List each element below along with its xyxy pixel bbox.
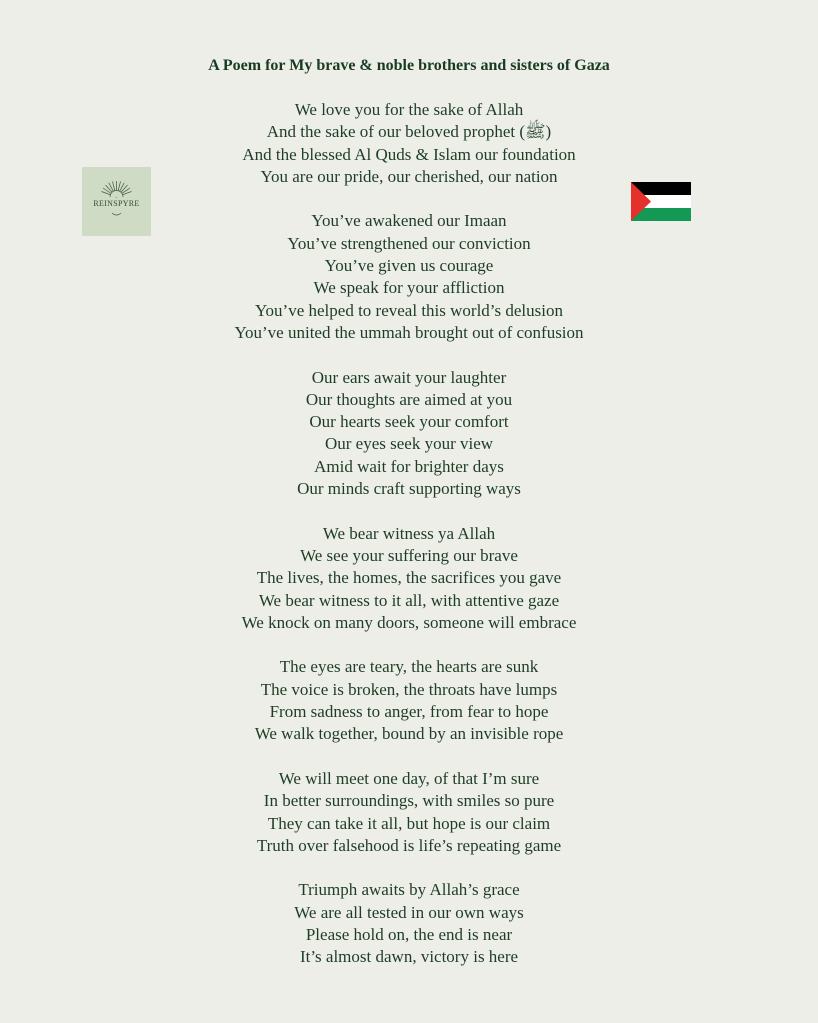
poem-line: You are our pride, our cherished, our nation <box>260 166 558 186</box>
poem-line: Our thoughts are aimed at you <box>305 389 513 409</box>
poem-line: They can take it all, but hope is our claim <box>267 813 551 833</box>
stanza <box>0 656 818 745</box>
poem-line: Truth over falsehood is life’s repeating game <box>256 835 562 855</box>
poem-title: A Poem for My brave & noble brothers and sisters of Gaza <box>208 57 610 74</box>
poem-line: Our ears await your laughter <box>311 367 507 387</box>
stanza <box>0 99 818 188</box>
poem-line: You’ve strengthened our conviction <box>287 233 531 253</box>
poem-line: Triumph awaits by Allah’s grace <box>298 880 520 900</box>
poem-line: We are all tested in our own ways <box>294 902 524 922</box>
stanza <box>0 879 818 968</box>
poem-line: We love you for the sake of Allah <box>294 100 524 119</box>
poem-line: We walk together, bound by an invisible rope <box>254 724 564 744</box>
poem-line: Our minds craft supporting ways <box>297 479 521 499</box>
poem-line: You’ve helped to reveal this world’s delusion <box>254 300 563 320</box>
poem-line: We bear witness ya Allah <box>322 523 496 543</box>
stanza <box>0 367 818 501</box>
logo-text: REINSPYRE <box>93 199 140 208</box>
poem-line: Please hold on, the end is near <box>305 924 513 944</box>
stanza <box>0 768 818 857</box>
poem-line: We see your suffering our brave <box>300 545 518 565</box>
poem-line: You’ve united the ummah brought out of confusion <box>234 322 584 342</box>
poem-line: We bear witness to it all, with attentive gaze <box>258 590 560 610</box>
poem-line: The lives, the homes, the sacrifices you gave <box>256 568 562 588</box>
poem-line: You’ve awakened our Imaan <box>311 211 507 231</box>
poem-line: In better surroundings, with smiles so pure <box>263 791 555 811</box>
poem-line: From sadness to anger, from fear to hope <box>269 702 549 722</box>
poem-line: The voice is broken, the throats have lumps <box>260 679 558 699</box>
poem-line: We knock on many doors, someone will embrace <box>241 612 577 632</box>
poem-line: We will meet one day, of that I’m sure <box>278 768 540 788</box>
poem-line: Our hearts seek your comfort <box>309 412 509 432</box>
poem-body <box>0 99 818 991</box>
poem-line: It’s almost dawn, victory is here <box>299 947 519 967</box>
poem-line: We speak for your affliction <box>313 278 505 298</box>
poem-line: You’ve given us courage <box>324 256 494 276</box>
stanza <box>0 210 818 344</box>
poem-line: And the sake of our beloved prophet (ﷺ) <box>266 122 552 142</box>
poem-line: Amid wait for brighter days <box>314 456 504 476</box>
poem-line: And the blessed Al Quds & Islam our foundation <box>242 144 576 164</box>
poem-line: Our eyes seek your view <box>324 434 494 454</box>
stanza <box>0 523 818 634</box>
poem-line: The eyes are teary, the hearts are sunk <box>279 657 539 677</box>
